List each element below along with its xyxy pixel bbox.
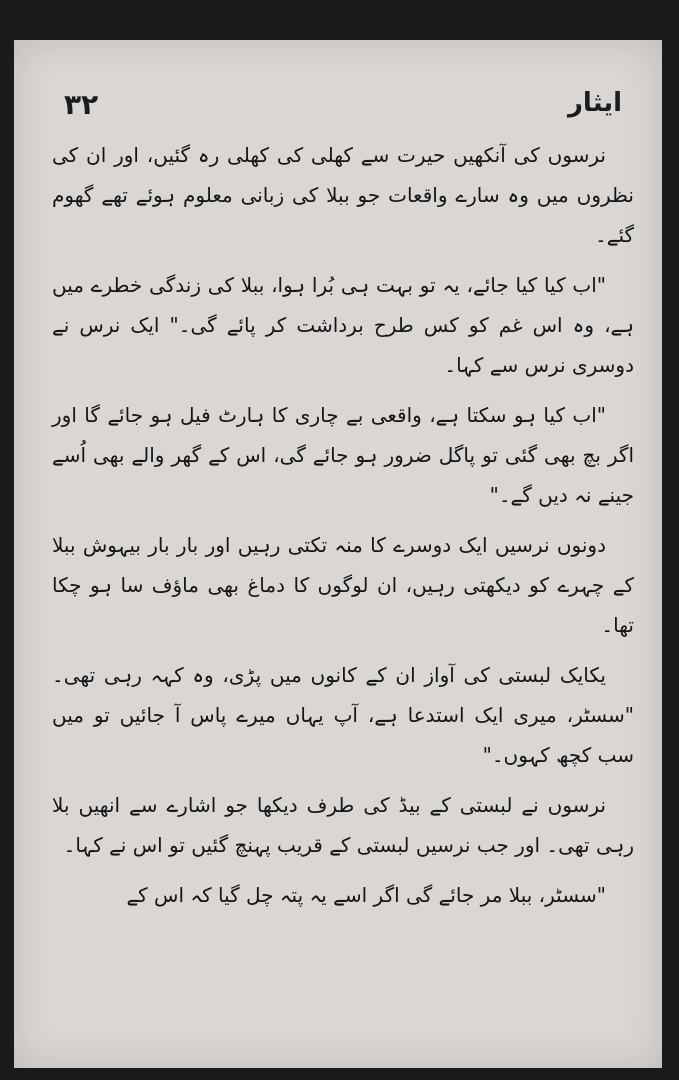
paragraph: "سسٹر، ببلا مر جائے گی اگر اسے یہ پتہ چل گیا کہ اس کے — [126, 883, 606, 907]
paragraph: "اب کیا ہو سکتا ہے، واقعی بے چاری کا ہارٹ فیل ہو جائے گا اور اگر بچ بھی گئی تو پاگل ضرور ہو جائے گی، اس کے گھر والے بھی اُسے جینے نہ دیں گے۔" — [52, 403, 634, 507]
paragraph: نرسوں نے لبستی کے بیڈ کی طرف دیکھا جو اشارے سے انھیں بلا رہی تھی۔ اور جب نرسیں لبستی کے قریب پہنچ گئیں تو اس نے کہا۔ — [52, 793, 634, 857]
book-page — [14, 40, 662, 1068]
page-number: ۳۲ — [64, 88, 99, 121]
paragraph: یکایک لبستی کی آواز ان کے کانوں میں پڑی، وہ کہہ رہی تھی۔ "سسٹر، میری ایک استدعا ہے، آپ یہاں میرے پاس آ جائیں تو میں سب کچھ کہوں۔" — [52, 663, 634, 767]
paragraph: نرسوں کی آنکھیں حیرت سے کھلی کی کھلی رہ گئیں، اور ان کی نظروں میں وہ سارے واقعات جو ببلا کی زبانی معلوم ہوئے تھے گھوم گئے۔ — [52, 143, 634, 247]
paragraph: "اب کیا کیا جائے، یہ تو بہت ہی بُرا ہوا، ببلا کی زندگی خطرے میں ہے، وہ اس غم کو کس طرح برداشت کر پائے گی۔" ایک نرس نے دوسری نرس سے کہا۔ — [52, 273, 634, 377]
running-title: ایثار — [567, 88, 622, 118]
page-header — [64, 88, 622, 128]
page-body-text — [52, 135, 634, 925]
paragraph: دونوں نرسیں ایک دوسرے کا منہ تکتی رہیں اور بار بار بیہوش ببلا کے چہرے کو دیکھتی رہیں، ان لوگوں کا دماغ بھی ماؤف سا ہو چکا تھا۔ — [52, 533, 634, 637]
